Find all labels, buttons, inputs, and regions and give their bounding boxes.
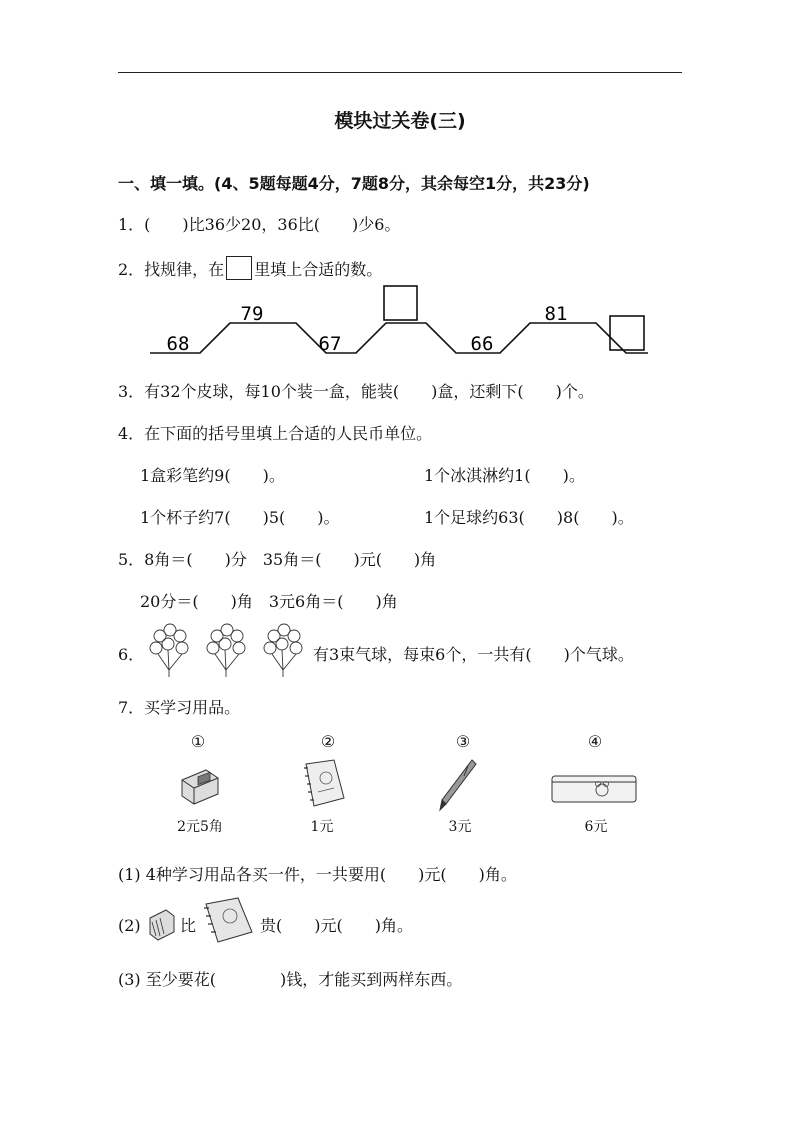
question-4d: 1个足球约63( )8( )。	[424, 508, 634, 527]
pencil-sharpener-small-icon	[148, 906, 176, 942]
pattern-number-2: 79	[240, 303, 264, 325]
question-2-suffix: 里填上合适的数。	[254, 260, 383, 279]
question-5b: 20分＝( )角 3元6角＝( )角	[140, 592, 398, 611]
balloon-bunch-2	[207, 624, 245, 677]
question-1: 1．( )比36少20，36比( )少6。	[118, 215, 401, 234]
item-1-number: ①	[190, 732, 206, 751]
pattern-number-6: 81	[544, 303, 568, 325]
question-7-1: (1) 4种学习用品各买一件，一共要用( )元( )角。	[118, 865, 517, 884]
pen-icon	[438, 758, 478, 812]
balloon-bunch-3	[264, 624, 302, 677]
question-4c: 1个杯子约7( )5( )。	[140, 508, 340, 527]
number-pattern-diagram	[148, 280, 668, 360]
question-7-2-number: (2)	[118, 916, 141, 935]
top-rule	[118, 72, 682, 73]
pattern-number-1: 68	[166, 333, 190, 355]
question-7-3: (3) 至少要花( )钱，才能买到两样东西。	[118, 970, 463, 989]
question-7-2-tail: 贵( )元( )角。	[260, 916, 413, 935]
question-2	[118, 256, 382, 280]
item-2-number: ②	[320, 732, 336, 751]
question-6-number: 6．	[118, 645, 145, 664]
question-2-prefix: 2．找规律，在	[118, 260, 225, 279]
pattern-answer-box-2	[610, 316, 644, 350]
pencil-case-icon	[550, 768, 640, 808]
balloon-bunch-1	[150, 624, 188, 677]
answer-box-sample	[226, 256, 252, 280]
page-title: 模块过关卷(三)	[334, 110, 466, 132]
balloon-bunches-icon	[148, 622, 312, 678]
question-4: 4．在下面的括号里填上合适的人民币单位。	[118, 424, 433, 443]
item-3-number: ③	[455, 732, 471, 751]
pattern-answer-box-1	[384, 286, 417, 320]
question-7: 7．买学习用品。	[118, 698, 241, 717]
item-1-price: 2元5角	[177, 819, 223, 835]
pattern-number-5: 66	[470, 333, 494, 355]
zigzag-line	[150, 323, 648, 353]
question-6-text: 有3束气球，每束6个，一共有( )个气球。	[313, 645, 634, 664]
item-3-price: 3元	[448, 819, 472, 835]
question-4a: 1盒彩笔约9( )。	[140, 466, 285, 485]
item-2-price: 1元	[310, 819, 334, 835]
item-4-price: 6元	[584, 819, 608, 835]
notebook-icon	[298, 758, 348, 810]
question-7-2-compare: 比	[180, 916, 197, 935]
pencil-sharpener-icon	[178, 764, 222, 808]
pattern-number-3: 67	[318, 333, 342, 355]
question-4b: 1个冰淇淋约1( )。	[424, 466, 585, 485]
question-3: 3．有32个皮球，每10个装一盒，能装( )盒，还剩下( )个。	[118, 382, 594, 401]
notebook-small-icon	[200, 896, 256, 946]
question-5a: 5．8角＝( )分 35角＝( )元( )角	[118, 550, 437, 569]
section-heading: 一、填一填。(4、5题每题4分，7题8分，其余每空1分，共23分)	[118, 174, 590, 193]
item-4-number: ④	[587, 732, 603, 751]
